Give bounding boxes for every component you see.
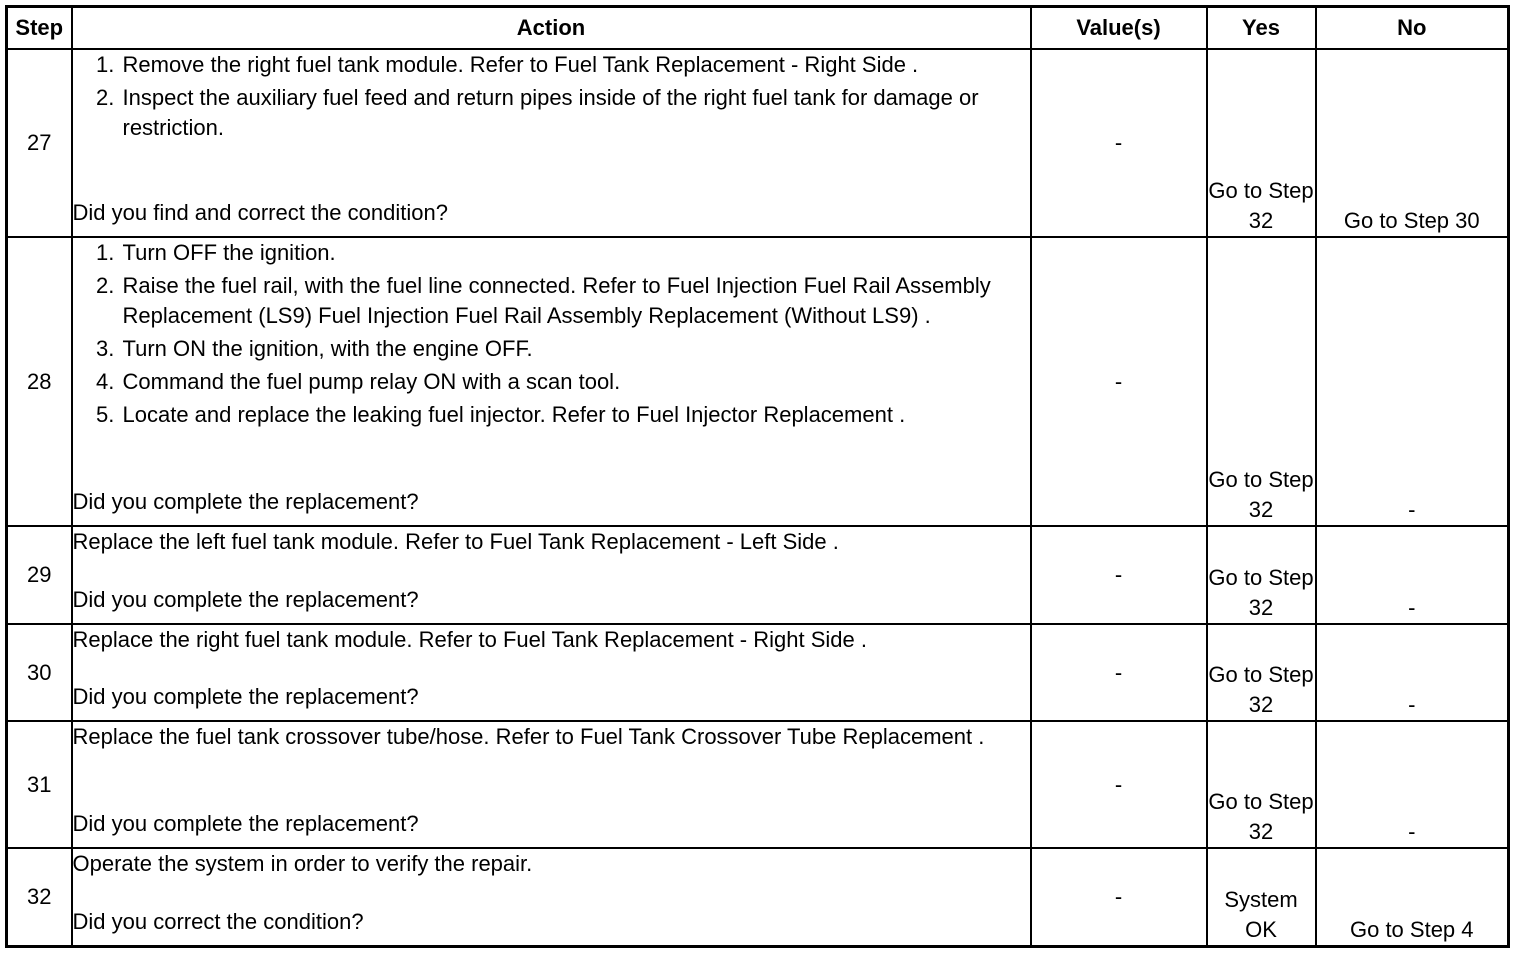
action-question: Did you complete the replacement?: [72, 587, 419, 612]
table-row: [7, 721, 1509, 848]
action-step-item: 2. Raise the fuel rail, with the fuel line connected. Refer to Fuel Injection Fuel Rail Assembly Replacement (LS9) Fuel Injection Fuel Rail Assembly Replacement (Without LS9) .: [121, 271, 1030, 331]
step-number: 27: [7, 49, 72, 237]
action-text: Replace the left fuel tank module. Refer to Fuel Tank Replacement - Left Side .: [72, 529, 839, 554]
value-cell: -: [1031, 624, 1207, 721]
step-number: 29: [7, 526, 72, 624]
action-steps-list: [73, 50, 1030, 146]
action-text: Replace the right fuel tank module. Refer to Fuel Tank Replacement - Right Side .: [72, 627, 867, 652]
action-text: Operate the system in order to verify the repair.: [72, 851, 533, 876]
header-step: Step: [7, 7, 72, 50]
action-question: Did you complete the replacement?: [72, 684, 419, 709]
action-cell: [72, 721, 1031, 848]
header-row: [7, 7, 1509, 50]
value-cell: -: [1031, 848, 1207, 946]
action-step-item: 2. Inspect the auxiliary fuel feed and return pipes inside of the right fuel tank for damage or restriction.: [121, 83, 1030, 143]
value-cell: -: [1031, 721, 1207, 848]
action-step-item: 4. Command the fuel pump relay ON with a scan tool.: [121, 367, 1030, 397]
no-cell: -: [1316, 237, 1509, 526]
yes-cell: Go to Step 32: [1207, 721, 1316, 848]
table-row: [7, 624, 1509, 721]
action-cell: [72, 848, 1031, 946]
table-row: [7, 237, 1509, 526]
table-row: [7, 49, 1509, 237]
no-cell: Go to Step 4: [1316, 848, 1509, 946]
action-step-item: 1. Remove the right fuel tank module. Refer to Fuel Tank Replacement - Right Side .: [121, 50, 1030, 80]
value-cell: -: [1031, 526, 1207, 624]
table-row: [7, 526, 1509, 624]
action-step-item: 5. Locate and replace the leaking fuel injector. Refer to Fuel Injector Replacement .: [121, 400, 1030, 430]
action-cell: [72, 624, 1031, 721]
action-question: Did you correct the condition?: [72, 909, 364, 934]
action-question: Did you complete the replacement?: [72, 489, 419, 514]
header-no: No: [1316, 7, 1509, 50]
yes-cell: Go to Step 32: [1207, 624, 1316, 721]
action-question: Did you complete the replacement?: [72, 811, 419, 836]
no-cell: -: [1316, 526, 1509, 624]
no-cell: -: [1316, 721, 1509, 848]
step-number: 28: [7, 237, 72, 526]
step-number: 30: [7, 624, 72, 721]
table-row: [7, 848, 1509, 946]
yes-cell: Go to Step 32: [1207, 49, 1316, 237]
step-number: 32: [7, 848, 72, 946]
action-cell: [72, 526, 1031, 624]
action-text: Replace the fuel tank crossover tube/hose. Refer to Fuel Tank Crossover Tube Replacement .: [72, 724, 985, 749]
step-number: 31: [7, 721, 72, 848]
yes-cell: Go to Step 32: [1207, 237, 1316, 526]
no-cell: -: [1316, 624, 1509, 721]
yes-cell: System OK: [1207, 848, 1316, 946]
action-steps-list: [73, 238, 1030, 433]
value-cell: -: [1031, 49, 1207, 237]
no-cell: Go to Step 30: [1316, 49, 1509, 237]
action-step-item: 1. Turn OFF the ignition.: [121, 238, 1030, 268]
action-step-item: 3. Turn ON the ignition, with the engine OFF.: [121, 334, 1030, 364]
yes-cell: Go to Step 32: [1207, 526, 1316, 624]
header-action: Action: [72, 7, 1031, 50]
action-question: Did you find and correct the condition?: [72, 200, 448, 225]
header-yes: Yes: [1207, 7, 1316, 50]
header-values: Value(s): [1031, 7, 1207, 50]
diagnostic-table: [5, 5, 1510, 948]
action-cell: [72, 237, 1031, 526]
action-cell: [72, 49, 1031, 237]
value-cell: -: [1031, 237, 1207, 526]
